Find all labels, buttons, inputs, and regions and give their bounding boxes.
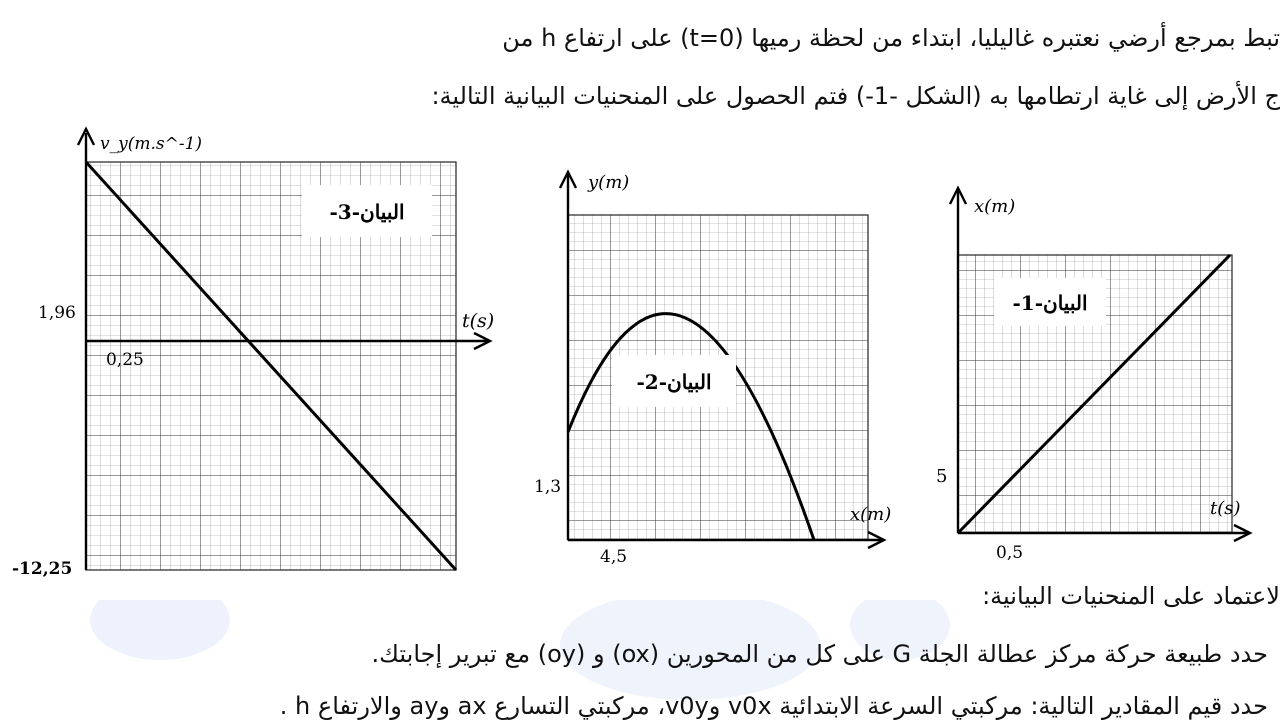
chart-x-t (930, 180, 1270, 570)
text-line-5: حدد قيم المقادير التالية: مركبتي السرعة الابتدائية v0x وv0y، مركبتي التسارع ax وay والارتفاع h . (279, 692, 1268, 720)
text-line-2: ج الأرض إلى غاية ارتطامها به (الشكل -1-) فتم الحصول على المنحنيات البيانية التالية: (431, 82, 1280, 110)
y-axis-label: y(m) (588, 172, 630, 193)
y-tick-label: 1,96 (38, 303, 76, 323)
y-tick-label: 5 (936, 466, 948, 487)
text-line-3: لاعتماد على المنحنيات البيانية: (982, 582, 1280, 610)
text-line-1: تبط بمرجع أرضي نعتبره غاليليا، ابتداء من لحظة رميها (t=0) على ارتفاع h من (502, 24, 1280, 52)
x-axis-label: x(m) (850, 504, 892, 525)
chart-title: البيان-1- (1012, 291, 1088, 315)
x-tick-label: 4,5 (600, 547, 628, 567)
x-tick-label: 0,25 (106, 350, 144, 370)
chart-title: البيان-3- (329, 200, 405, 224)
x-axis-label: t(s) (462, 310, 495, 332)
y-min-label: -12,25 (12, 559, 73, 579)
text-line-4: حدد طبيعة حركة مركز عطالة الجلة G على كل من المحورين (ox) و (oy) مع تبرير إجابتك. (371, 640, 1268, 668)
y-axis-label: x(m) (974, 196, 1016, 217)
chart-vy (0, 115, 510, 585)
chart-y-x (520, 160, 900, 570)
y-axis-label: v_y(m.s^-1) (100, 134, 203, 154)
chart-title: البيان-2- (636, 370, 712, 394)
y-tick-label: 1,3 (534, 477, 562, 497)
x-axis-label: t(s) (1210, 498, 1241, 519)
x-tick-label: 0,5 (996, 543, 1024, 563)
